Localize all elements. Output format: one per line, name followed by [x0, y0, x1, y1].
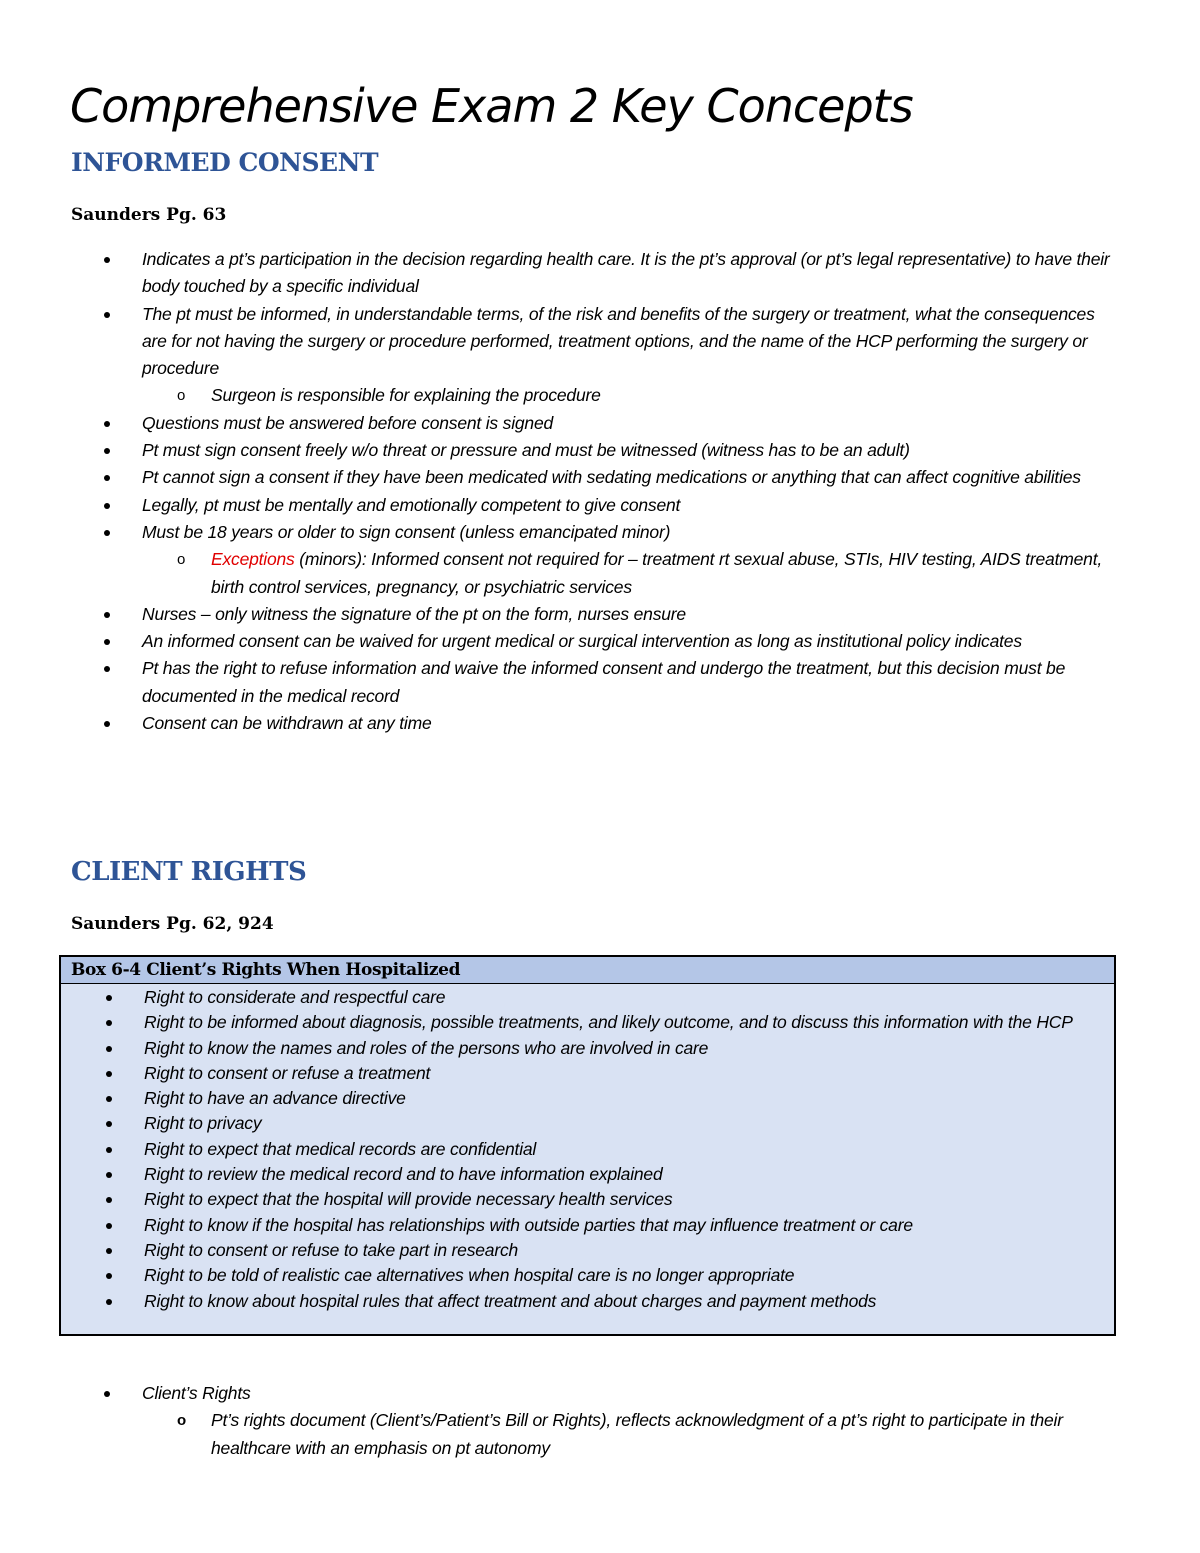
bullet-icon [106, 1121, 112, 1127]
list-item: An informed consent can be waived for urgent medical or surgical intervention as long as institutional policy indicates [0, 628, 1200, 655]
rights-box [59, 955, 1116, 1336]
bullet-icon [104, 721, 110, 727]
list-subitem: o Pt’s rights document (Client’s/Patient’s Bill or Rights), reflects acknowledgment of a pt’s right to participate in their healthcare with an emphasis on pt autonomy [0, 1407, 1200, 1462]
list-item: Indicates a pt’s participation in the decision regarding health care. It is the pt’s approval (or pt’s legal representative) to have their body touched by a specific individual [0, 246, 1200, 301]
list-item: Right to expect that medical records are confidential [2, 1137, 1200, 1162]
list-item: Pt has the right to refuse information and waive the informed consent and undergo the treatment, but this decision must be documented in the medical record [0, 655, 1200, 710]
bullet-icon [104, 666, 110, 672]
list-item: Client’s Rights [0, 1380, 1200, 1407]
exceptions-label: Exceptions [211, 549, 295, 570]
rights-box-title: Box 6-4 Client’s Rights When Hospitalized [61, 957, 1114, 984]
list-item: Right to expect that the hospital will provide necessary health services [2, 1187, 1200, 1212]
list-subitem: o Surgeon is responsible for explaining the procedure [0, 382, 1200, 409]
bullet-icon [104, 503, 110, 509]
sub-bullet-icon: o [177, 1412, 186, 1430]
bullet-icon [104, 639, 110, 645]
bullet-icon [104, 475, 110, 481]
list-item: Pt must sign consent freely w/o threat or pressure and must be witnessed (witness has to be an adult) [0, 437, 1200, 464]
list-item: The pt must be informed, in understandable terms, of the risk and benefits of the surgery or treatment, what the consequences are for not having the surgery or procedure performed, treatment options, and the name of the HCP performing the surgery or procedure [0, 301, 1200, 383]
list-item: Right to review the medical record and to have information explained [2, 1162, 1200, 1187]
bullet-icon [106, 1299, 112, 1305]
list-item: Must be 18 years or older to sign consent (unless emancipated minor) [0, 519, 1200, 546]
list-item: Questions must be answered before consent is signed [0, 410, 1200, 437]
informed-consent-list [0, 246, 1200, 737]
document-title: Comprehensive Exam 2 Key Concepts [70, 79, 913, 133]
bullet-icon [106, 1096, 112, 1102]
list-item: Right to be informed about diagnosis, possible treatments, and likely outcome, and to discuss this information with the HCP [2, 1010, 1200, 1035]
bullet-icon [106, 1147, 112, 1153]
list-item: Right to know the names and roles of the persons who are involved in care [2, 1036, 1200, 1061]
client-rights-heading: CLIENT RIGHTS [71, 857, 307, 887]
list-item: Right to considerate and respectful care [2, 985, 1200, 1010]
bullet-icon [106, 1223, 112, 1229]
exceptions-text: (minors): Informed consent not required for – treatment rt sexual abuse, STIs, HIV testing, AIDS treatment, birth control services, pregnancy, or psychiatric services [211, 549, 1103, 597]
bullet-icon [104, 448, 110, 454]
bullet-icon [104, 312, 110, 318]
client-rights-list [0, 1380, 1200, 1462]
bullet-icon [104, 421, 110, 427]
bullet-icon [106, 995, 112, 1001]
informed-consent-source: Saunders Pg. 63 [71, 205, 227, 225]
bullet-icon [104, 612, 110, 618]
informed-consent-heading: INFORMED CONSENT [71, 148, 379, 177]
client-rights-source: Saunders Pg. 62, 924 [71, 914, 274, 934]
list-item: Right to be told of realistic cae alternatives when hospital care is no longer appropriate [2, 1263, 1200, 1288]
bullet-icon [106, 1172, 112, 1178]
list-item: Right to know about hospital rules that affect treatment and about charges and payment methods [2, 1289, 1200, 1314]
list-item: Legally, pt must be mentally and emotionally competent to give consent [0, 492, 1200, 519]
bullet-icon [106, 1197, 112, 1203]
bullet-icon [106, 1273, 112, 1279]
sub-bullet-icon: o [177, 387, 186, 405]
list-item: Right to have an advance directive [2, 1086, 1200, 1111]
bullet-icon [106, 1046, 112, 1052]
list-item: Pt cannot sign a consent if they have been medicated with sedating medications or anything that can affect cognitive abilities [0, 464, 1200, 491]
bullet-icon [106, 1248, 112, 1254]
bullet-icon [104, 530, 110, 536]
list-item: Right to privacy [2, 1111, 1200, 1136]
list-subitem-exceptions [0, 546, 1200, 601]
rights-box-list [2, 985, 1200, 1314]
list-item: Consent can be withdrawn at any time [0, 710, 1200, 737]
list-item: Right to consent or refuse to take part in research [2, 1238, 1200, 1263]
list-item: Right to know if the hospital has relationships with outside parties that may influence treatment or care [2, 1213, 1200, 1238]
sub-bullet-icon: o [177, 551, 186, 569]
list-item: Nurses – only witness the signature of the pt on the form, nurses ensure [0, 601, 1200, 628]
bullet-icon [104, 257, 110, 263]
bullet-icon [104, 1391, 110, 1397]
bullet-icon [106, 1020, 112, 1026]
list-item: Right to consent or refuse a treatment [2, 1061, 1200, 1086]
bullet-icon [106, 1071, 112, 1077]
